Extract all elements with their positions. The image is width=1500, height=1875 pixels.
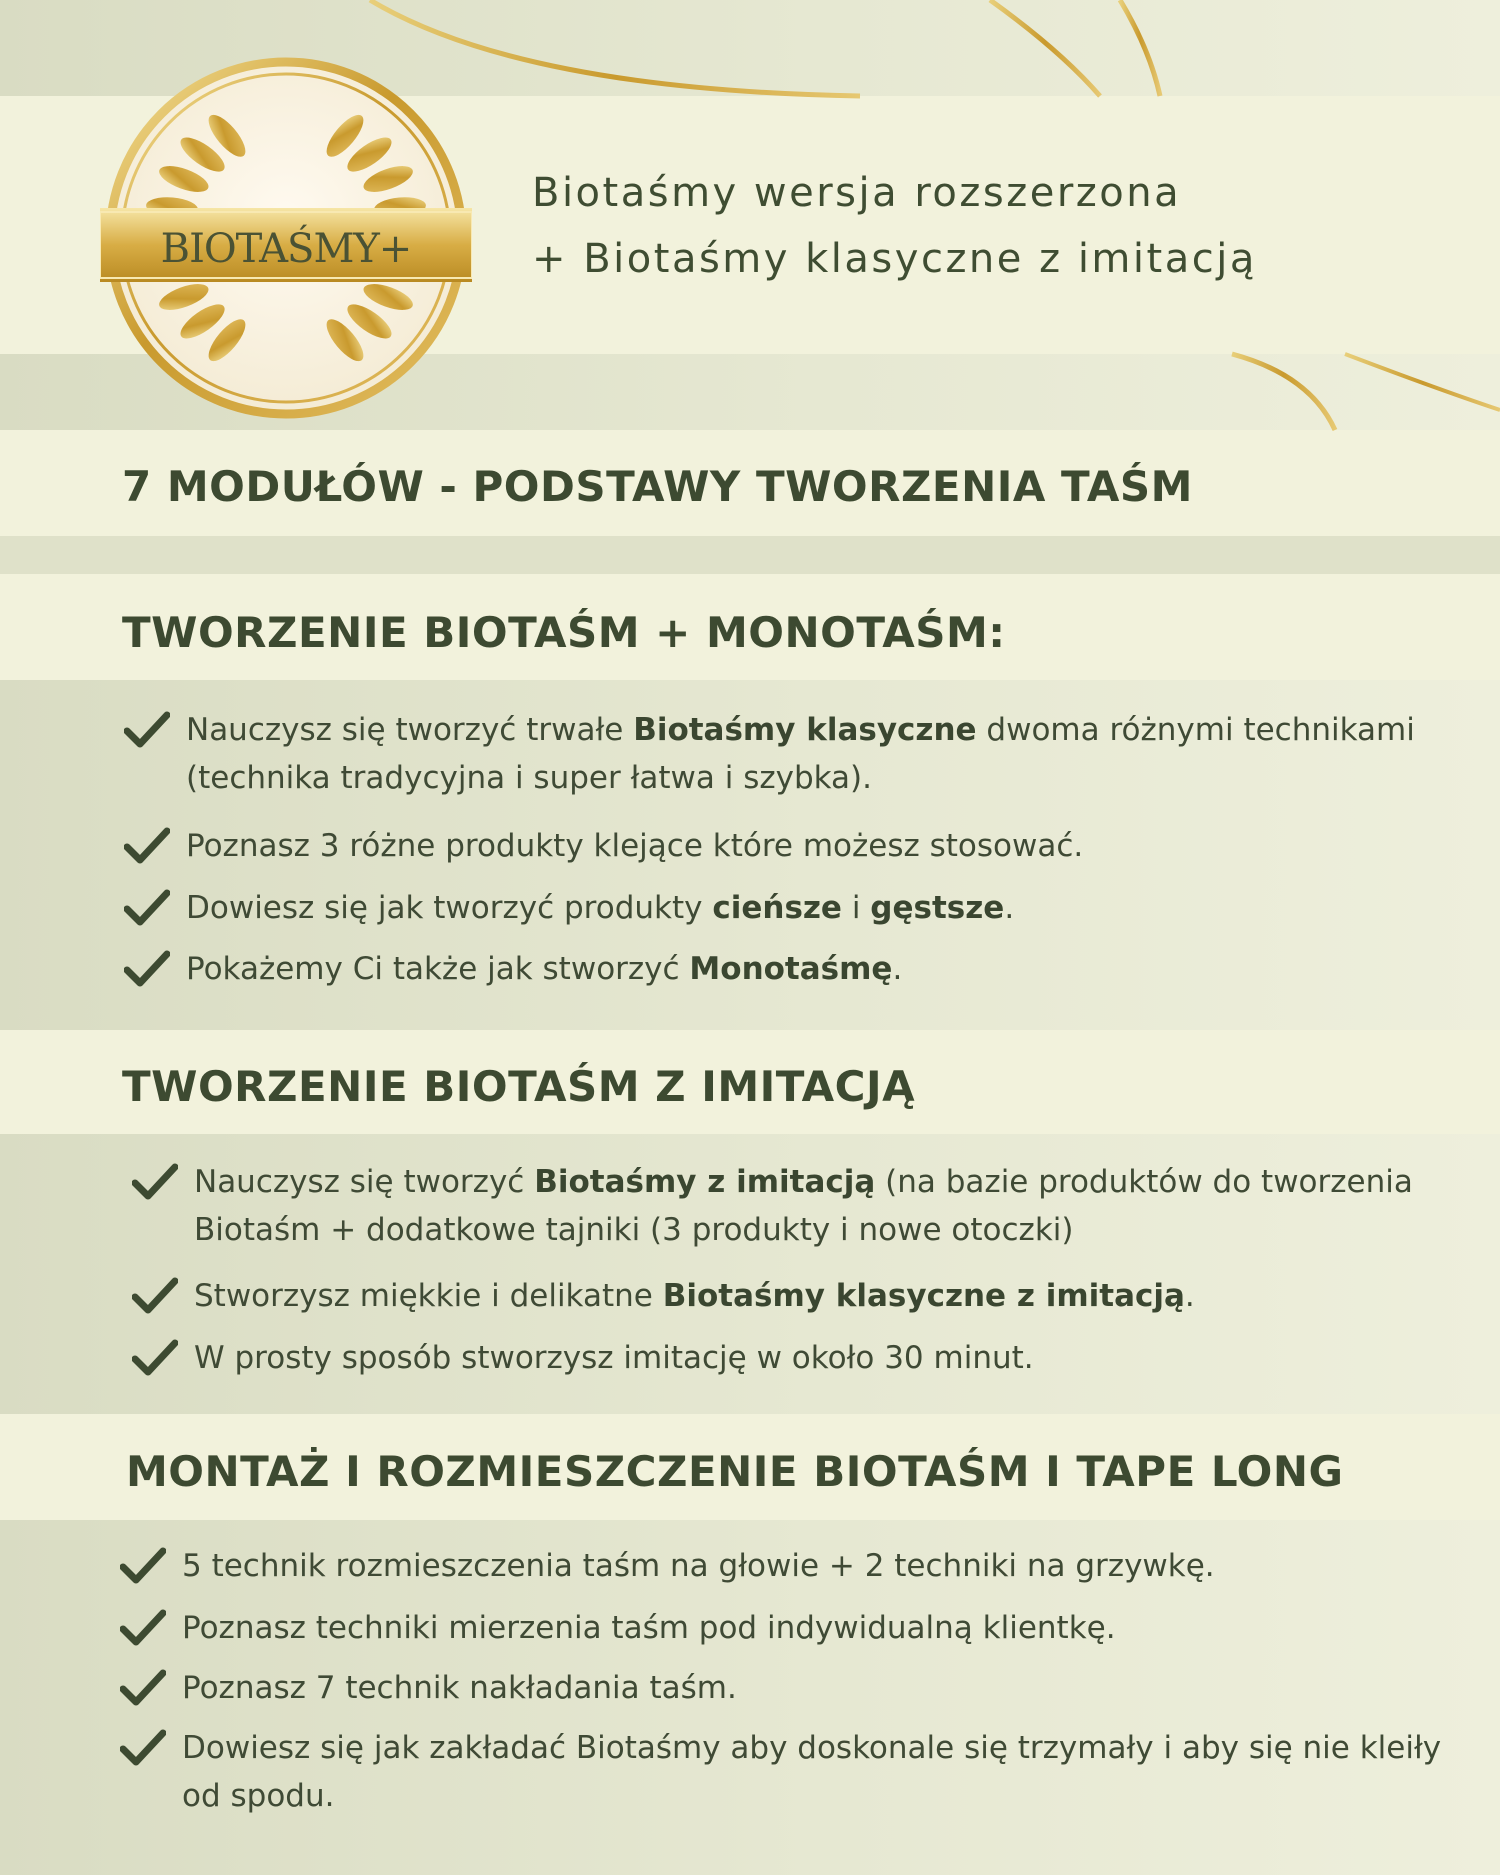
- checkmark-icon: [124, 949, 170, 989]
- list-item: [194, 1158, 1454, 1254]
- list-item-bold-text: Biotaśmy klasyczne: [633, 712, 977, 748]
- list-item: [186, 706, 1446, 802]
- main-title: 7 MODUŁÓW - PODSTAWY TWORZENIA TAŚM: [122, 462, 1193, 511]
- section-heading: TWORZENIE BIOTAŚM Z IMITACJĄ: [122, 1062, 916, 1111]
- section-heading: MONTAŻ I ROZMIESZCZENIE BIOTAŚM I TAPE LONG: [126, 1447, 1344, 1496]
- section-heading: TWORZENIE BIOTAŚM + MONOTAŚM:: [122, 608, 1006, 657]
- header-title: [532, 160, 1432, 292]
- checkmark-icon: [120, 1546, 166, 1586]
- list-item-text: Poznasz techniki mierzenia taśm pod indywidualną klientkę.: [182, 1610, 1116, 1646]
- checkmark-icon: [120, 1728, 166, 1768]
- list-item-text: Pokażemy Ci także jak stworzyć: [186, 951, 690, 987]
- list-item-text: Stworzysz miękkie i delikatne: [194, 1278, 663, 1314]
- checkmark-icon: [132, 1162, 178, 1202]
- list-item-text: dwoma różnymi technikami (technika tradycyjna i super łatwa i szybka).: [186, 712, 1415, 796]
- list-item-text: Dowiesz się jak tworzyć produkty: [186, 890, 713, 926]
- list-item-text: (na bazie produktów do tworzenia Biotaśm + dodatkowe tajniki (3 produkty i nowe otoczki): [194, 1164, 1413, 1248]
- checkmark-icon: [124, 888, 170, 928]
- checkmark-icon: [132, 1276, 178, 1316]
- list-item: [182, 1724, 1442, 1820]
- list-item-text: W prosty sposób stworzysz imitację w około 30 minut.: [194, 1340, 1034, 1376]
- list-item-text: .: [892, 951, 903, 987]
- list-item-text: Poznasz 7 technik nakładania taśm.: [182, 1670, 737, 1706]
- list-item-bold-text: Monotaśmę: [689, 951, 893, 987]
- list-item: [182, 1542, 1442, 1590]
- list-item-text: .: [1184, 1278, 1195, 1314]
- logo-text: BIOTAŚMY+: [160, 226, 412, 272]
- list-item-text: 5 technik rozmieszczenia taśm na głowie + 2 techniki na grzywkę.: [182, 1548, 1215, 1584]
- list-item-text: Nauczysz się tworzyć trwałe: [186, 712, 634, 748]
- list-item-text: Poznasz 3 różne produkty klejące które możesz stosować.: [186, 828, 1084, 864]
- list-item-text: i: [841, 890, 871, 926]
- list-item: [182, 1664, 1442, 1712]
- list-item: [194, 1334, 1454, 1382]
- checkmark-icon: [132, 1338, 178, 1378]
- list-item: [186, 884, 1446, 932]
- list-item-bold-text: cieńsze: [712, 890, 842, 926]
- list-item-text: Nauczysz się tworzyć: [194, 1164, 535, 1200]
- list-item-bold-text: Biotaśmy z imitacją: [534, 1164, 876, 1200]
- checkmark-icon: [120, 1668, 166, 1708]
- list-item: [194, 1272, 1454, 1320]
- list-item: [186, 945, 1446, 993]
- list-item-text: Dowiesz się jak zakładać Biotaśmy aby doskonale się trzymały i aby się nie kleiły od spodu.: [182, 1730, 1442, 1814]
- list-item-text: .: [1004, 890, 1015, 926]
- list-item: [182, 1604, 1442, 1652]
- header-title-line1: Biotaśmy wersja rozszerzona: [532, 170, 1182, 216]
- checkmark-icon: [124, 710, 170, 750]
- checkmark-icon: [124, 826, 170, 866]
- list-item: [186, 822, 1446, 870]
- list-item-bold-text: Biotaśmy klasyczne z imitacją: [662, 1278, 1185, 1314]
- separator-band: [0, 536, 1500, 574]
- checkmark-icon: [120, 1608, 166, 1648]
- biotasmy-logo: [100, 52, 472, 424]
- header-title-line2: + Biotaśmy klasyczne z imitacją: [532, 236, 1257, 282]
- list-item-bold-text: gęstsze: [870, 890, 1005, 926]
